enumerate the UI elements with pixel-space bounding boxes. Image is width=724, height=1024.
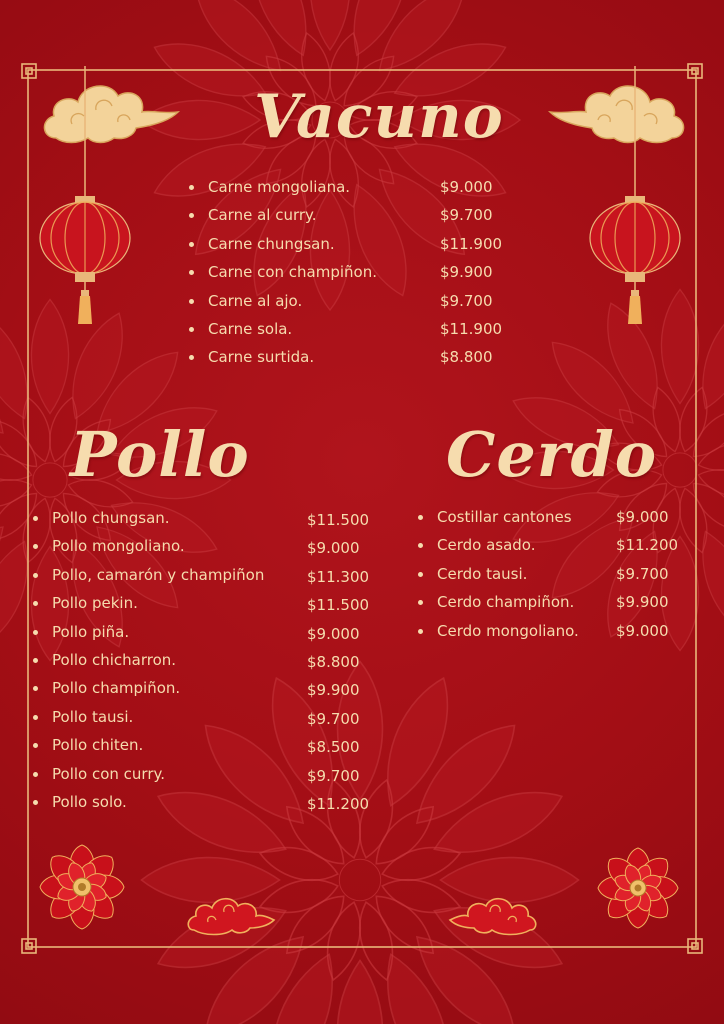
bullet <box>33 601 38 606</box>
item-name: Cerdo asado. <box>437 536 536 555</box>
menu-list-cerdo <box>417 510 707 652</box>
item-price: $9.000 <box>616 508 669 526</box>
menu-item <box>32 565 382 596</box>
menu-item <box>188 234 518 265</box>
bullet <box>418 572 423 577</box>
item-price: $9.700 <box>440 291 493 310</box>
item-name: Cerdo mongoliano. <box>437 621 579 640</box>
item-name: Pollo champiñon. <box>52 679 181 698</box>
section-title-cerdo: Cerdo <box>446 418 658 491</box>
bullet <box>418 515 423 520</box>
item-name: Pollo, camarón y champiñon <box>52 565 265 584</box>
item-price: $11.200 <box>616 536 679 555</box>
item-name: Pollo mongoliano. <box>52 537 185 556</box>
item-price: $9.700 <box>440 206 493 225</box>
item-name: Pollo piña. <box>52 622 130 641</box>
item-price: $9.700 <box>307 709 360 728</box>
item-name: Carne al curry. <box>208 206 317 225</box>
menu-item <box>32 596 382 624</box>
menu-item <box>32 650 382 681</box>
item-name: Cerdo champiñon. <box>437 593 575 612</box>
item-price: $11.300 <box>307 567 370 586</box>
menu-item <box>188 208 518 236</box>
menu-item <box>417 621 707 652</box>
item-price: $9.000 <box>307 624 360 643</box>
item-name: Carne sola. <box>208 319 293 338</box>
menu-item <box>188 180 518 208</box>
section-title-vacuno: Vacuno <box>254 82 504 152</box>
item-price: $11.900 <box>440 319 503 338</box>
menu-item <box>32 738 382 766</box>
menu-item <box>188 291 518 322</box>
bullet <box>189 327 194 332</box>
item-price: $9.700 <box>616 564 669 583</box>
bullet <box>189 242 194 247</box>
bullet <box>189 185 194 190</box>
menu-item <box>188 350 518 378</box>
item-price: $11.500 <box>307 596 370 615</box>
menu-item <box>32 792 382 823</box>
bullet <box>418 629 423 634</box>
item-price: $9.900 <box>307 681 360 700</box>
bullet <box>33 743 38 748</box>
item-name: Carne al ajo. <box>208 291 303 310</box>
item-price: $11.500 <box>307 511 370 529</box>
item-price: $9.900 <box>440 263 493 282</box>
item-price: $11.900 <box>440 234 503 253</box>
menu-item <box>32 707 382 738</box>
menu-item <box>417 595 707 623</box>
bullet <box>33 544 38 549</box>
menu-item <box>417 538 707 566</box>
bullet <box>189 355 194 360</box>
menu-list-pollo <box>32 511 382 823</box>
small-cloud-icon <box>448 890 538 938</box>
red-flower-icon <box>596 846 680 930</box>
menu-item <box>32 539 382 567</box>
menu-list-vacuno <box>188 180 518 379</box>
bullet <box>33 658 38 663</box>
bullet <box>33 630 38 635</box>
item-name: Pollo chicharron. <box>52 650 177 669</box>
item-name: Carne con champiñon. <box>208 263 377 282</box>
item-price: $9.000 <box>440 178 493 196</box>
item-name: Pollo pekin. <box>52 594 138 613</box>
item-name: Pollo con curry. <box>52 764 165 783</box>
item-name: Pollo chungsan. <box>52 509 170 527</box>
item-name: Carne surtida. <box>208 348 315 367</box>
lantern-icon <box>38 66 134 328</box>
red-flower-icon <box>38 843 126 931</box>
menu-item <box>32 764 382 795</box>
item-name: Cerdo tausi. <box>437 564 528 583</box>
item-name: Costillar cantones <box>437 508 572 526</box>
item-price: $8.500 <box>307 738 360 757</box>
bullet <box>189 213 194 218</box>
bullet <box>33 715 38 720</box>
bullet <box>189 299 194 304</box>
item-price: $9.000 <box>307 539 360 558</box>
item-price: $8.800 <box>440 348 493 367</box>
menu-item <box>188 319 518 350</box>
bullet <box>33 772 38 777</box>
bullet <box>33 573 38 578</box>
item-name: Pollo solo. <box>52 792 127 811</box>
bullet <box>33 800 38 805</box>
item-price: $9.900 <box>616 593 669 612</box>
item-price: $11.200 <box>307 794 370 813</box>
item-name: Carne mongoliana. <box>208 178 351 196</box>
menu-item <box>188 265 518 293</box>
menu-item <box>32 681 382 709</box>
bullet <box>33 686 38 691</box>
bullet <box>418 600 423 605</box>
item-name: Carne chungsan. <box>208 234 335 253</box>
menu-item <box>417 564 707 595</box>
menu-item <box>32 622 382 653</box>
menu-item <box>417 510 707 538</box>
bullet <box>189 270 194 275</box>
small-cloud-icon <box>186 890 276 938</box>
lantern-icon <box>588 66 684 328</box>
bullet <box>418 543 423 548</box>
item-price: $8.800 <box>307 652 360 671</box>
bullet <box>33 516 38 521</box>
section-title-pollo: Pollo <box>70 418 250 491</box>
item-price: $9.000 <box>616 621 669 640</box>
menu-item <box>32 511 382 539</box>
item-name: Pollo chiten. <box>52 736 144 755</box>
item-name: Pollo tausi. <box>52 707 134 726</box>
item-price: $9.700 <box>307 766 360 785</box>
